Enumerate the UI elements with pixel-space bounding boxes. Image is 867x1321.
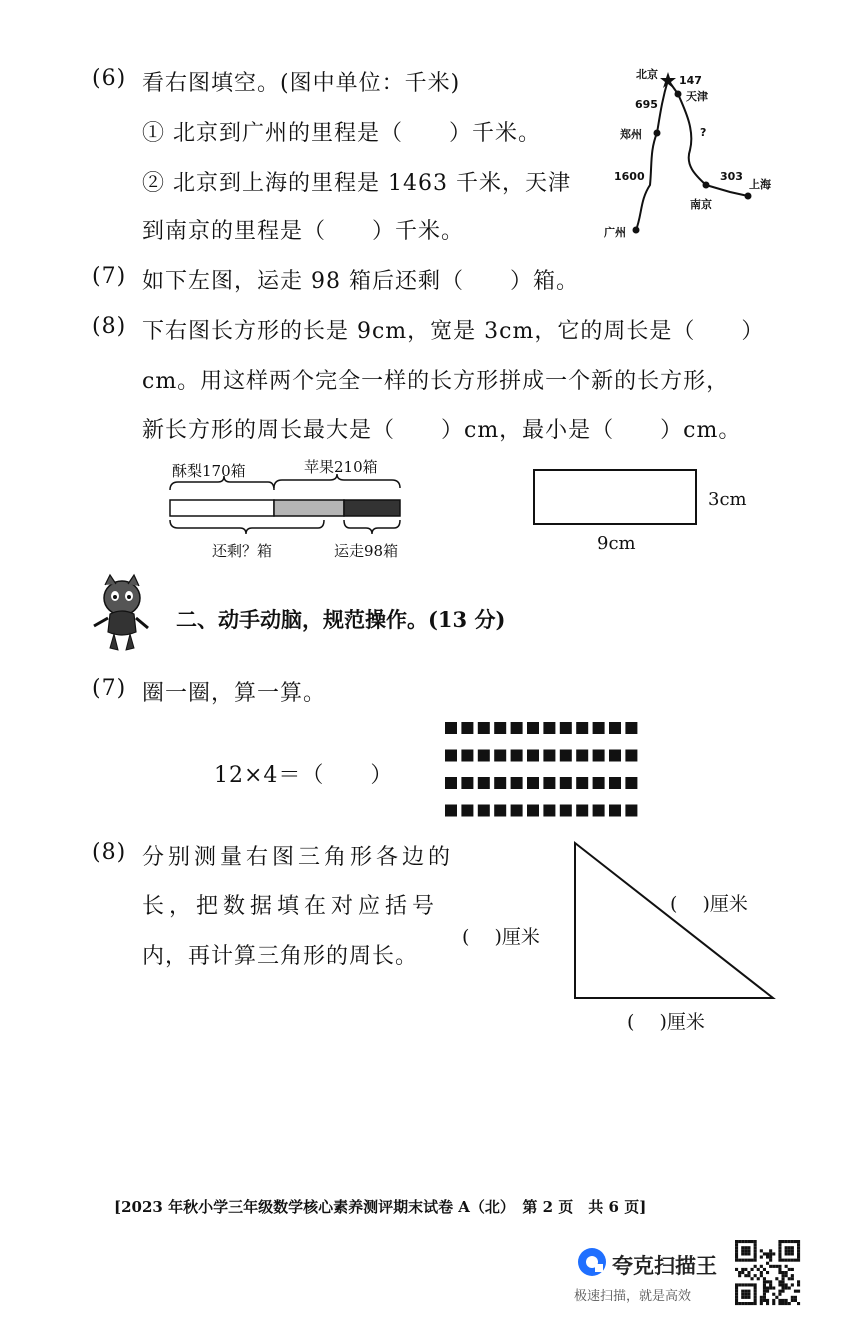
p8-number: (8) <box>92 840 127 865</box>
q8-line1: 下右图长方形的长是 9cm，宽是 3cm，它的周长是（ ） <box>142 319 765 344</box>
map-shanghai: 上海 <box>749 178 771 191</box>
map-dist-bj-zz: 695 <box>635 98 658 111</box>
bar-label-apple: 苹果210箱 <box>304 458 378 476</box>
q6-sub2-line1: ② 北京到上海的里程是 1463 千米，天津 <box>142 171 571 196</box>
map-guangzhou: 广州 <box>604 226 626 239</box>
page-footer: [2023 年秋小学三年级数学核心素养测评期末试卷 A（北） 第 2 页 共 6 页] <box>114 1198 647 1216</box>
q6-number: (6) <box>92 66 127 91</box>
map-beijing: 北京 <box>636 68 658 81</box>
rect-width-label: 3cm <box>708 489 747 510</box>
p7-text: 圈一圈，算一算。 <box>142 681 327 706</box>
triangle-bottom-label: ( )厘米 <box>627 1011 705 1033</box>
q7-text: 如下左图，运走 98 箱后还剩（ ）箱。 <box>142 269 579 294</box>
p8-line2: 长，把数据填在对应括号 <box>142 894 440 919</box>
map-dist-nj-sh: 303 <box>720 170 743 183</box>
p7-formula: 12×4＝（ ） <box>214 763 394 788</box>
q8-number: (8) <box>92 314 127 339</box>
bar-label-pear: 酥梨170箱 <box>172 462 246 480</box>
triangle-left-label: ( )厘米 <box>462 926 540 948</box>
map-tianjin: 天津 <box>686 90 708 103</box>
q7-number: (7) <box>92 264 127 289</box>
map-nanjing: 南京 <box>690 198 712 211</box>
triangle-hyp-label: ( )厘米 <box>670 893 748 915</box>
q6-title: 看右图填空。(图中单位：千米) <box>142 71 461 96</box>
map-dist-bj-tj: 147 <box>679 74 702 87</box>
map-dist-zz-gz: 1600 <box>614 170 645 183</box>
q8-line2: cm。用这样两个完全一样的长方形拼成一个新的长方形， <box>142 369 730 394</box>
watermark-name: 夸克扫描王 <box>612 1254 717 1278</box>
p8-line1: 分别测量右图三角形各边的 <box>142 845 455 870</box>
q8-line3: 新长方形的周长最大是（ ）cm，最小是（ ）cm。 <box>142 418 742 443</box>
rect-length-label: 9cm <box>597 533 636 554</box>
p7-number: (7) <box>92 676 127 701</box>
p8-line3: 内，再计算三角形的周长。 <box>142 944 419 969</box>
bar-label-left: 还剩？箱 <box>212 542 273 560</box>
q6-sub2-line2: 到南京的里程是（ ）千米。 <box>142 219 465 244</box>
map-dist-tj-nj: ? <box>700 126 707 139</box>
map-zhengzhou: 郑州 <box>620 128 642 141</box>
section2-title: 二、动手动脑，规范操作。(13 分) <box>176 607 506 632</box>
q6-sub1: ① 北京到广州的里程是（ ）千米。 <box>142 121 541 146</box>
watermark-slogan: 极速扫描，就是高效 <box>574 1289 692 1304</box>
bar-label-moved: 运走98箱 <box>334 542 399 560</box>
